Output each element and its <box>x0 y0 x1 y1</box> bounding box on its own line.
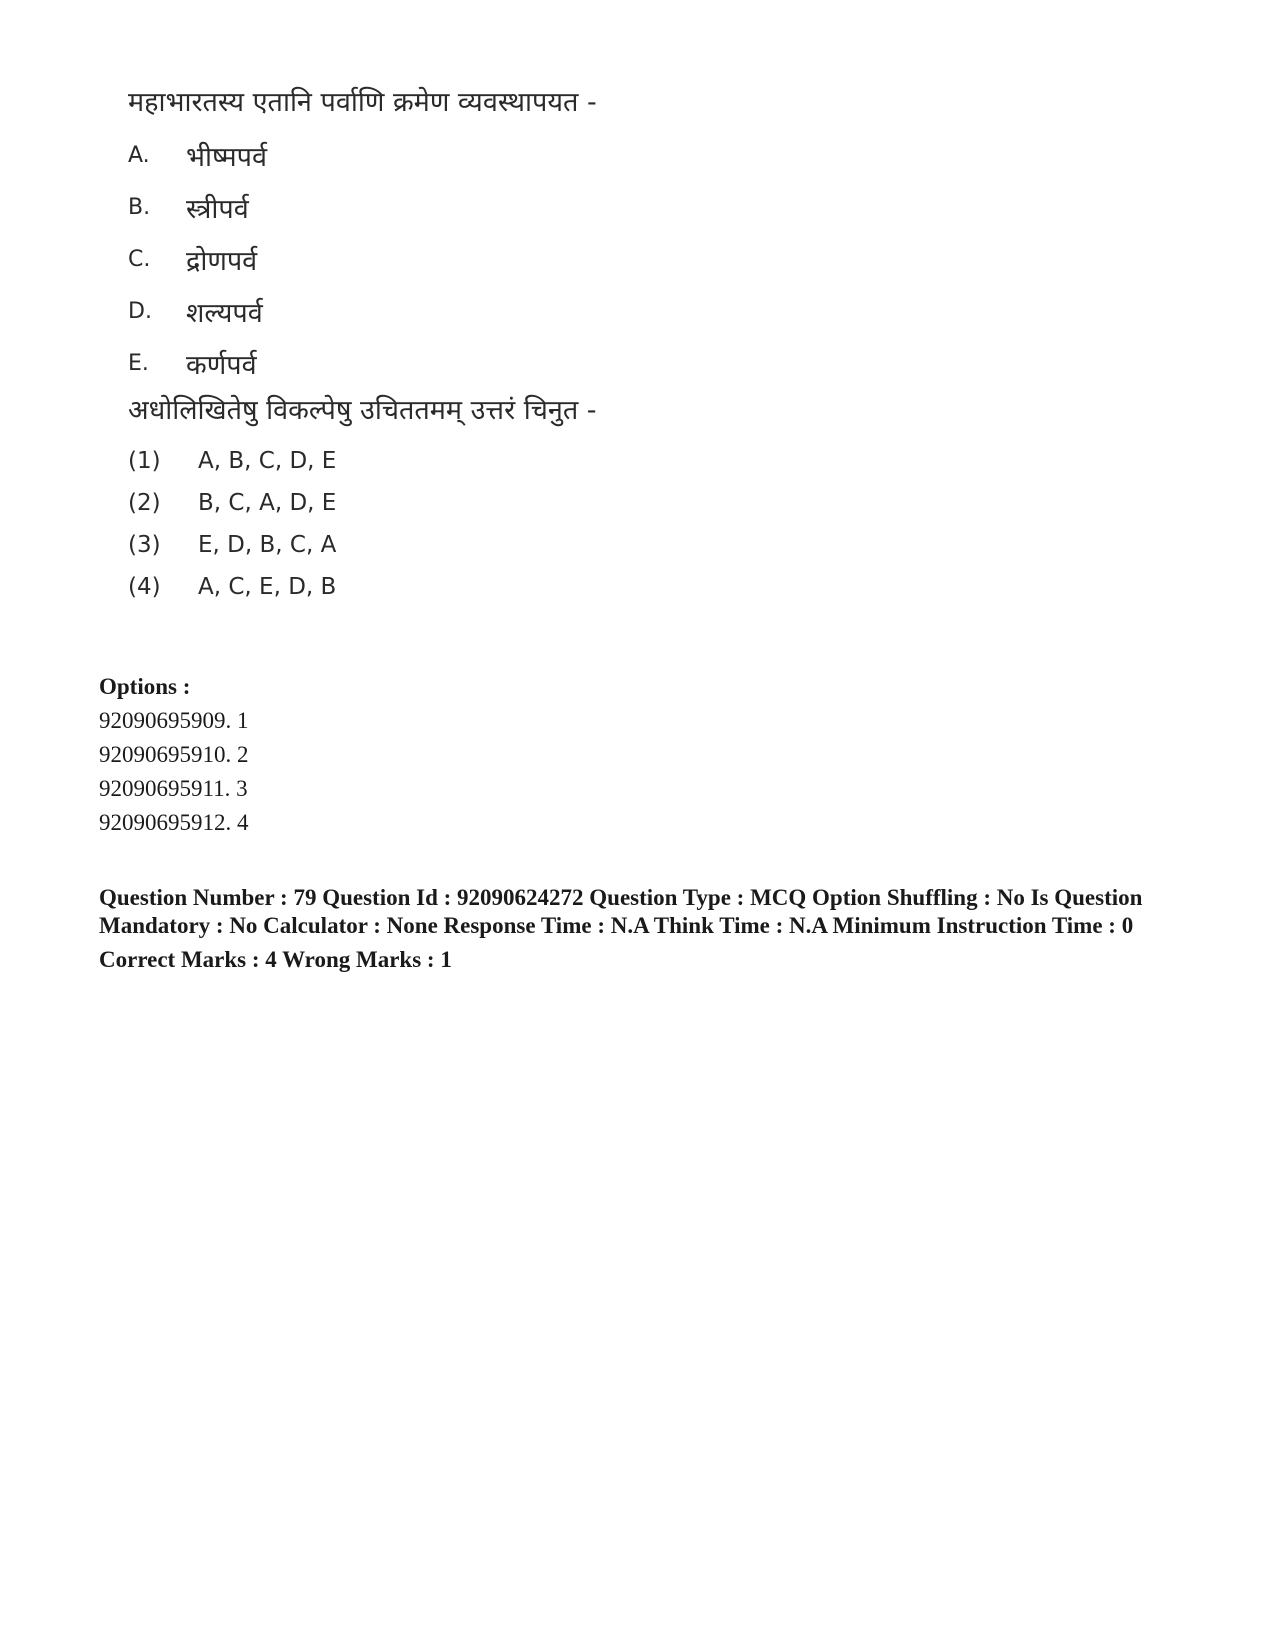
choice-number: (3) <box>128 532 161 558</box>
question-meta-block <box>99 884 1159 974</box>
marks-info: Correct Marks : 4 Wrong Marks : 1 <box>99 947 452 972</box>
item-letter: A. <box>128 142 150 168</box>
item-letter: D. <box>128 298 152 324</box>
list-item <box>128 294 263 328</box>
item-text: द्रोणपर्व <box>186 245 258 277</box>
answer-choice <box>128 445 336 477</box>
option-line: 92090695909. 1 <box>99 708 249 733</box>
choice-number: (1) <box>128 448 161 474</box>
choice-text: E, D, B, C, A <box>198 532 337 558</box>
option-line: 92090695911. 3 <box>99 776 248 801</box>
choice-text: B, C, A, D, E <box>198 490 337 516</box>
item-letter: B. <box>128 194 151 220</box>
item-text: शल्यपर्व <box>186 297 263 329</box>
question-meta: Question Number : 79 Question Id : 92090624272 Question Type : MCQ Option Shuffling : No Is Question Mandatory : No Calculator : None Response Time : N.A Think Time : N.A Minimum Instruction Time : 0 <box>99 885 1143 938</box>
choice-text: A, C, E, D, B <box>198 574 337 600</box>
question-instruction: अधोलिखितेषु विकल्पेषु उचिततमम् उत्तरं चिनुत - <box>128 395 597 426</box>
item-letter: E. <box>128 350 149 376</box>
answer-choice <box>128 487 336 519</box>
question-image <box>120 70 680 640</box>
options-block <box>99 670 249 840</box>
answer-choice <box>128 571 336 603</box>
list-item <box>128 190 249 224</box>
options-heading: Options : <box>99 674 191 699</box>
item-text: कर्णपर्व <box>186 349 257 381</box>
list-item <box>128 346 257 380</box>
choice-text: A, B, C, D, E <box>198 448 337 474</box>
question-prompt: महाभारतस्य एतानि पर्वाणि क्रमेण व्यवस्थापयत - <box>128 87 597 118</box>
option-line: 92090695912. 4 <box>99 810 249 835</box>
list-item <box>128 138 267 172</box>
list-item <box>128 242 257 276</box>
item-letter: C. <box>128 246 151 272</box>
choice-number: (2) <box>128 490 161 516</box>
answer-choice <box>128 529 336 561</box>
choice-number: (4) <box>128 574 161 600</box>
item-text: भीष्मपर्व <box>186 141 267 173</box>
item-text: स्त्रीपर्व <box>186 193 249 225</box>
option-line: 92090695910. 2 <box>99 742 249 767</box>
